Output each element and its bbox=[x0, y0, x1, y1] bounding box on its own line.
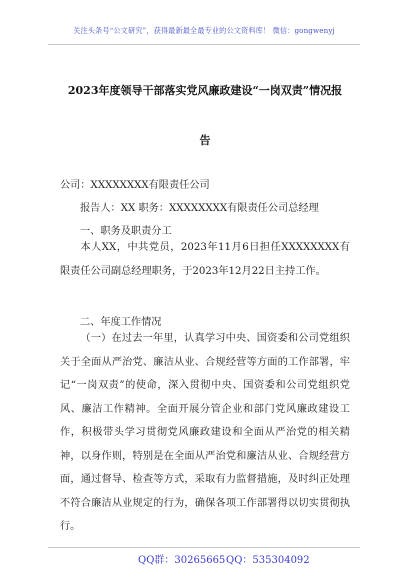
title-line-1: 2023年度领导干部落实党风廉政建设“一岗双责”情况报 bbox=[67, 84, 343, 97]
footer-qq-group: QQ群：30265665 bbox=[138, 555, 226, 566]
reporter-line: 报告人：XX 职务：XXXXXXXX有限责任公司总经理 bbox=[80, 203, 319, 214]
section1-heading: 一、职务及职责分工 bbox=[80, 226, 172, 237]
header-banner: 关注头条号“公文研究”，获得最新最全最专业的公文资料库！ 微信：gongwenyj bbox=[73, 26, 335, 35]
title-line-2: 告 bbox=[199, 134, 211, 147]
section2-heading: 二、年度工作情况 bbox=[80, 317, 162, 328]
section2-paragraph: （一）在过去一年里，认真学习中央、国资委和公司党组织关于全面从严治党、廉洁从业、合规经营等方面的工作部署，牢记“一岗双责”的使命，深入贯彻中央、国资委和公司党组织党风、廉洁工作精神。全面开展分管企业和部门党风廉政建设工作，积极带头学习贯彻党风廉政建设和全面从严治党的相关精神，以身作则，特别是在全面从严治党和廉洁从业、合规经营方面，通过督导、检查等方式，采取有力监督措施，及时纠正处理不符合廉洁从业规定的行为，确保各项工作部署得以切实贯彻执行。 bbox=[60, 333, 350, 532]
section1-paragraph: 本人XX，中共党员，2023年11月6日担任XXXXXXXX有限责任公司副总经理职务，于2023年12月22日主持工作。 bbox=[60, 242, 350, 277]
footer-divider bbox=[48, 547, 360, 548]
footer-qq: QQ：535304092 bbox=[226, 555, 310, 566]
document-title bbox=[54, 66, 356, 166]
header-divider bbox=[48, 44, 360, 45]
company-line: 公司：XXXXXXXX有限责任公司 bbox=[60, 180, 210, 191]
